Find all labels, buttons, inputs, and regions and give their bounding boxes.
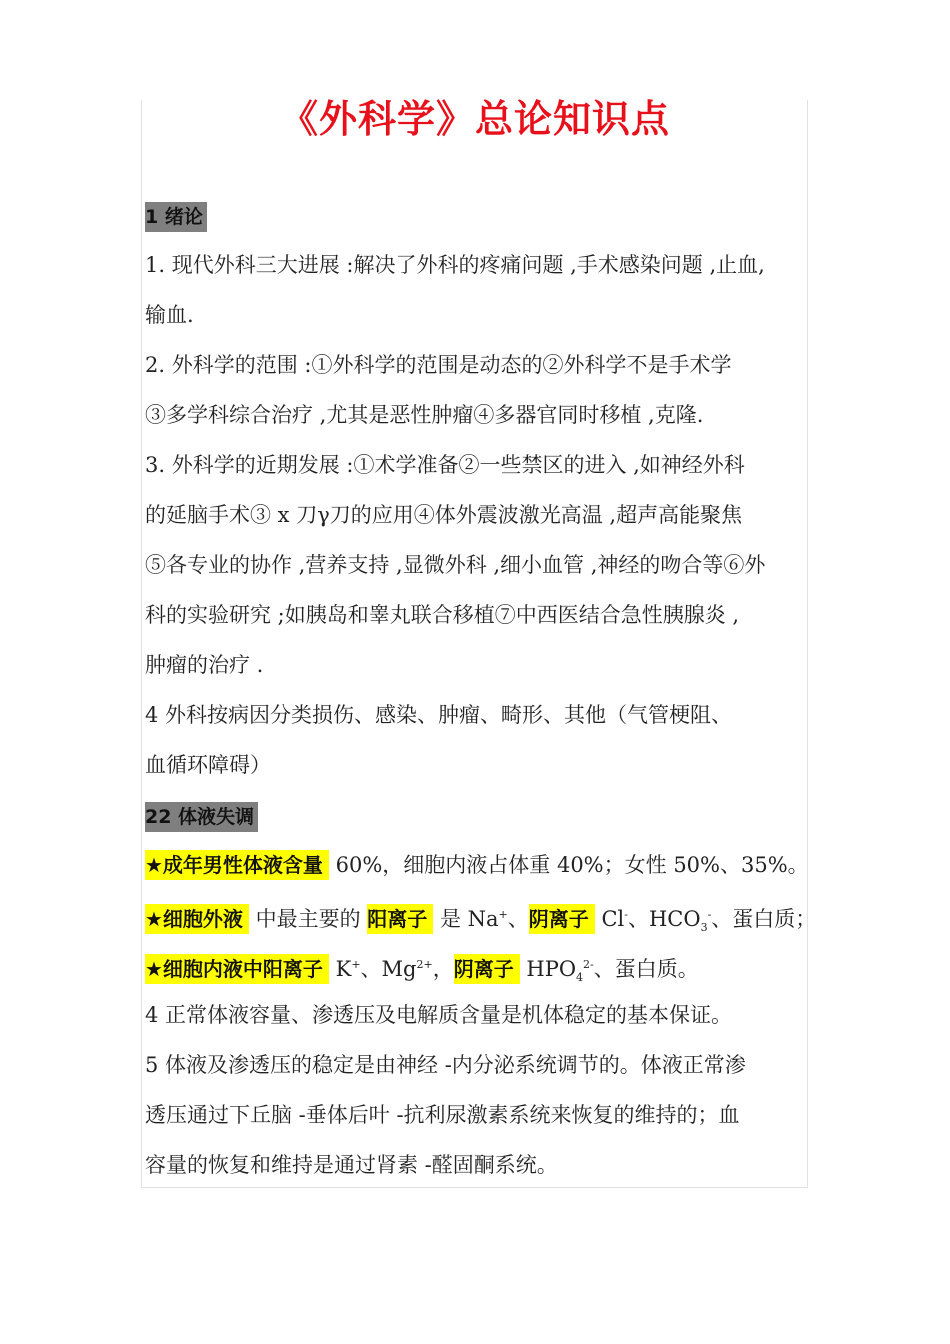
paragraph-line: 5 体液及渗透压的稳定是由神经 -内分泌系统调节的。体液正常渗 bbox=[145, 1053, 746, 1077]
row-text: 、蛋白质； bbox=[711, 907, 817, 931]
row-text: ， bbox=[432, 957, 454, 981]
row-text: Cl bbox=[594, 907, 625, 931]
section-heading-body-fluid bbox=[145, 790, 810, 840]
row-text: 中最主要的 bbox=[248, 907, 368, 931]
paragraph-line: 4 外科按病因分类损伤、感染、肿瘤、畸形、其他（气管梗阻、 bbox=[145, 703, 733, 727]
paragraph-line: 容量的恢复和维持是通过肾素 -醛固酮系统。 bbox=[145, 1153, 558, 1177]
paragraph-line: ⑤各专业的协作 ,营养支持 ,显微外科 ,细小血管 ,神经的吻合等⑥外 bbox=[145, 553, 766, 577]
row-text: 是 Na bbox=[433, 907, 499, 931]
paragraph-line: 输血. bbox=[145, 303, 194, 327]
document-title: 《外科学》总论知识点 bbox=[279, 97, 670, 141]
superscript: + bbox=[498, 908, 508, 921]
superscript: 2+ bbox=[416, 958, 433, 971]
paragraph-line: 透压通过下丘脑 -垂体后叶 -抗利尿激素系统来恢复的维持的；血 bbox=[145, 1103, 740, 1127]
row-text: 、Mg bbox=[360, 957, 417, 981]
paragraph-line: 2. 外科学的范围 :①外科学的范围是动态的②外科学不是手术学 bbox=[145, 353, 732, 377]
row-text: HPO bbox=[519, 957, 577, 981]
section-heading-label: 22 体液失调 bbox=[145, 802, 258, 832]
highlight-row-adult-fluid bbox=[145, 840, 810, 890]
superscript: 2- bbox=[583, 958, 594, 971]
highlight-row-intracellular bbox=[145, 940, 810, 990]
paragraph-line: 血循环障碍） bbox=[145, 753, 271, 777]
row-text: 、HCO bbox=[627, 907, 701, 931]
paragraph-line: 3. 外科学的近期发展 :①术学准备②一些禁区的进入 ,如神经外科 bbox=[145, 453, 745, 477]
subscript: 4 bbox=[576, 971, 584, 985]
superscript: + bbox=[351, 958, 361, 971]
superscript: - bbox=[707, 908, 712, 921]
paragraph-line: 的延脑手术③ x 刀γ刀的应用④体外震波激光高温 ,超声高能聚焦 bbox=[145, 503, 743, 527]
section-heading-intro bbox=[145, 190, 810, 240]
paragraph-line: ③多学科综合治疗 ,尤其是恶性肿瘤④多器官同时移植 ,克隆. bbox=[145, 403, 704, 427]
highlight-text: 阴离子 bbox=[529, 904, 595, 934]
highlight-text: ★成年男性体液含量 bbox=[145, 850, 329, 880]
subscript: 3 bbox=[700, 921, 708, 935]
row-text: 、蛋白质。 bbox=[593, 957, 699, 981]
row-text: K bbox=[328, 957, 352, 981]
row-text: 、 bbox=[507, 907, 529, 931]
highlight-text: 阴离子 bbox=[454, 954, 520, 984]
paragraph-line: 4 正常体液容量、渗透压及电解质含量是机体稳定的基本保证。 bbox=[145, 1003, 733, 1027]
paragraph-line: 肿瘤的治疗 . bbox=[145, 653, 264, 677]
highlight-row-extracellular bbox=[145, 890, 817, 940]
highlight-text: 阳离子 bbox=[367, 904, 433, 934]
document-body bbox=[145, 190, 817, 1190]
section-heading-label: 1 绪论 bbox=[145, 202, 207, 232]
superscript: - bbox=[624, 908, 628, 921]
row-text: 60%，细胞内液占体重 40%；女性 50%、35%。 bbox=[328, 853, 809, 877]
highlight-text: ★细胞外液 bbox=[145, 904, 249, 934]
paragraph-line: 1. 现代外科三大进展 :解决了外科的疼痛问题 ,手术感染问题 ,止血, bbox=[145, 253, 765, 277]
highlight-text: ★细胞内液中阳离子 bbox=[145, 954, 329, 984]
paragraph-line: 科的实验研究 ;如胰岛和睾丸联合移植⑦中西医结合急性胰腺炎 , bbox=[145, 603, 740, 627]
